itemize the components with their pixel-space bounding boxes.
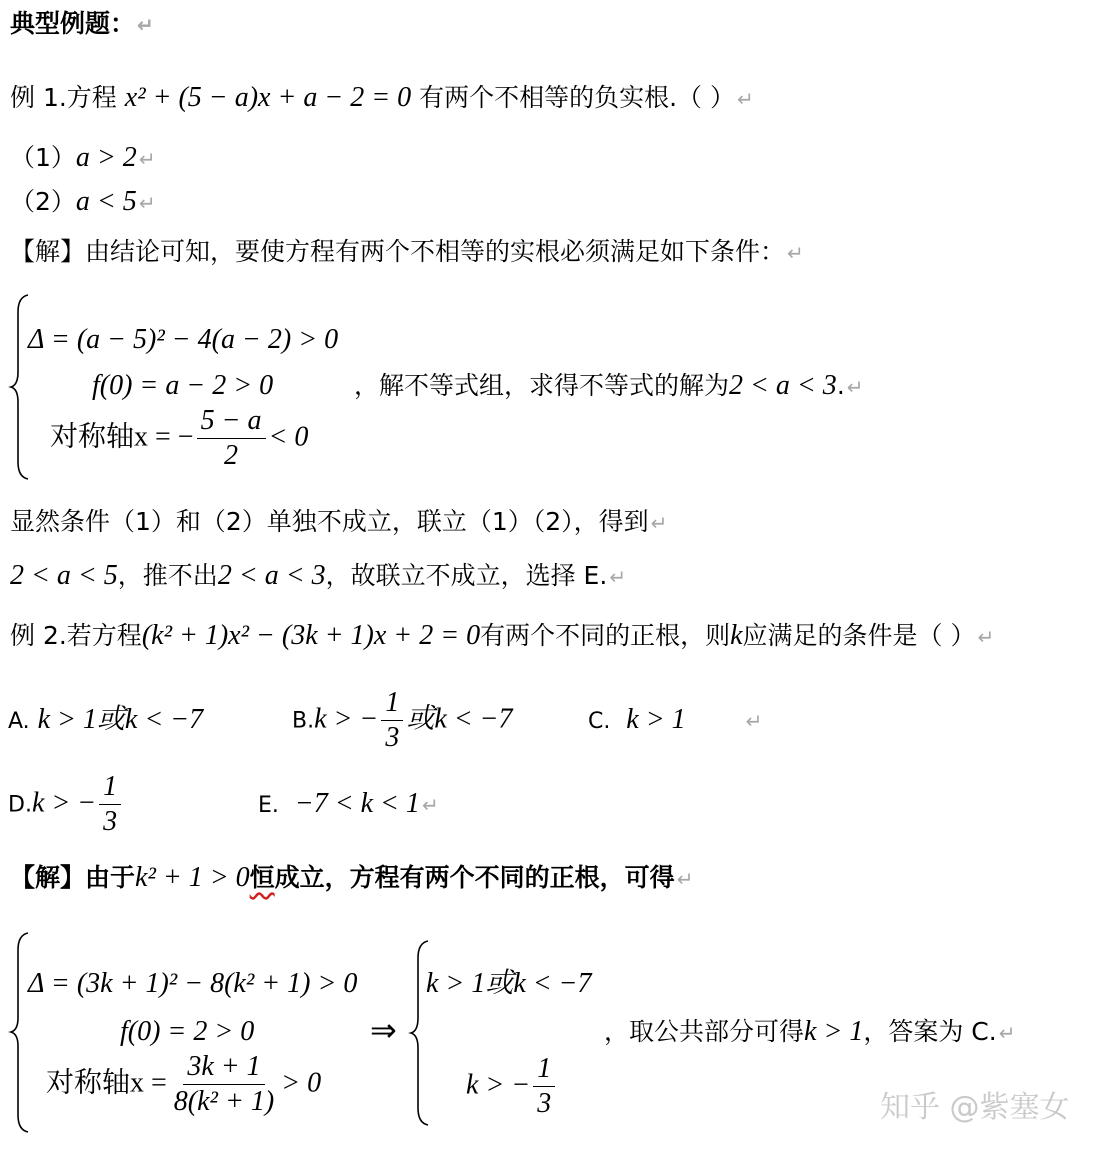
watermark: 知乎 @紫塞女 bbox=[880, 1090, 1070, 1125]
heading: 典型例题： ↵ bbox=[10, 9, 154, 38]
ex2-system-line-1: Δ = (3k + 1)² − 8(k² + 1) > 0 bbox=[28, 968, 358, 999]
ex2-equation: (k² + 1)x² − (3k + 1)x + 2 = 0 bbox=[141, 620, 481, 651]
ex2-system-line-2: f(0) = 2 > 0 bbox=[120, 1016, 255, 1047]
ex2-option-c: C. k > 1 ↵ bbox=[588, 704, 763, 735]
ex1-system-result: ，解不等式组，求得不等式的解为2 < a < 3. ↵ bbox=[354, 370, 864, 401]
ex2-system2-line-1: k > 1或k < −7 bbox=[426, 968, 592, 999]
ex2-option-e: E. −7 < k < 1 ↵ bbox=[258, 788, 439, 819]
ex1-solution-intro: 【解】由结论可知，要使方程有两个不相等的实根必须满足如下条件： ↵ bbox=[10, 237, 804, 266]
ex1-equation: x² + (5 − a)x + a − 2 = 0 bbox=[124, 82, 412, 113]
ex1-condition-1: （1）a > 2 ↵ bbox=[10, 142, 156, 173]
ex1-system-line-3: 对称轴x = − $\frac{5 - a}{2}$ < 0 bbox=[50, 405, 309, 471]
ex2-option-a: A. k > 1或k < −7 bbox=[8, 704, 204, 735]
ex2-solution-intro: 【解】由于k² + 1 > 0恒成立，方程有两个不同的正根，可得 ↵ bbox=[10, 862, 694, 893]
ex1-conclusion-2: 2 < a < 5，推不出2 < a < 3，故联立不成立，选择 E. ↵ bbox=[10, 560, 627, 591]
ex1-conclusion-1: 显然条件（1）和（2）单独不成立，联立（1）（2），得到 ↵ bbox=[10, 507, 668, 536]
implies-arrow-icon: ⇒ bbox=[370, 1012, 397, 1048]
ex2-system-line-3: 对称轴x = $\frac{3k + 1}{\text{8(k² + 1)}}$ > 0 bbox=[46, 1051, 322, 1117]
ex2-option-d: D.k > − $\frac{1}{3}$ bbox=[8, 770, 124, 839]
ex1-system-brace bbox=[8, 292, 32, 482]
ex2-result: ，取公共部分可得k > 1，答案为 C. ↵ bbox=[604, 1016, 1016, 1047]
ex2-system-brace bbox=[8, 930, 32, 1135]
ex2-statement: 例 2.若方程(k² + 1)x² − (3k + 1)x + 2 = 0有两个不同的正根，则k应满足的条件是（ ） ↵ bbox=[10, 620, 995, 651]
ex1-statement: 例 1.方程 x² + (5 − a)x + a − 2 = 0 有两个不相等的负实根.（ ） ↵ bbox=[10, 82, 754, 113]
ex2-option-b: B.k > − $\frac{1}{3}$ 或k < −7 bbox=[292, 687, 513, 753]
ex1-system-line-1: Δ = (a − 5)² − 4(a − 2) > 0 bbox=[28, 324, 339, 355]
ex1-condition-2: （2）a < 5 ↵ bbox=[10, 186, 156, 217]
ex1-system-line-2: f(0) = a − 2 > 0 bbox=[92, 370, 274, 401]
ex2-system2-line-2: k > − $\frac{1}{3}$ bbox=[466, 1052, 558, 1121]
